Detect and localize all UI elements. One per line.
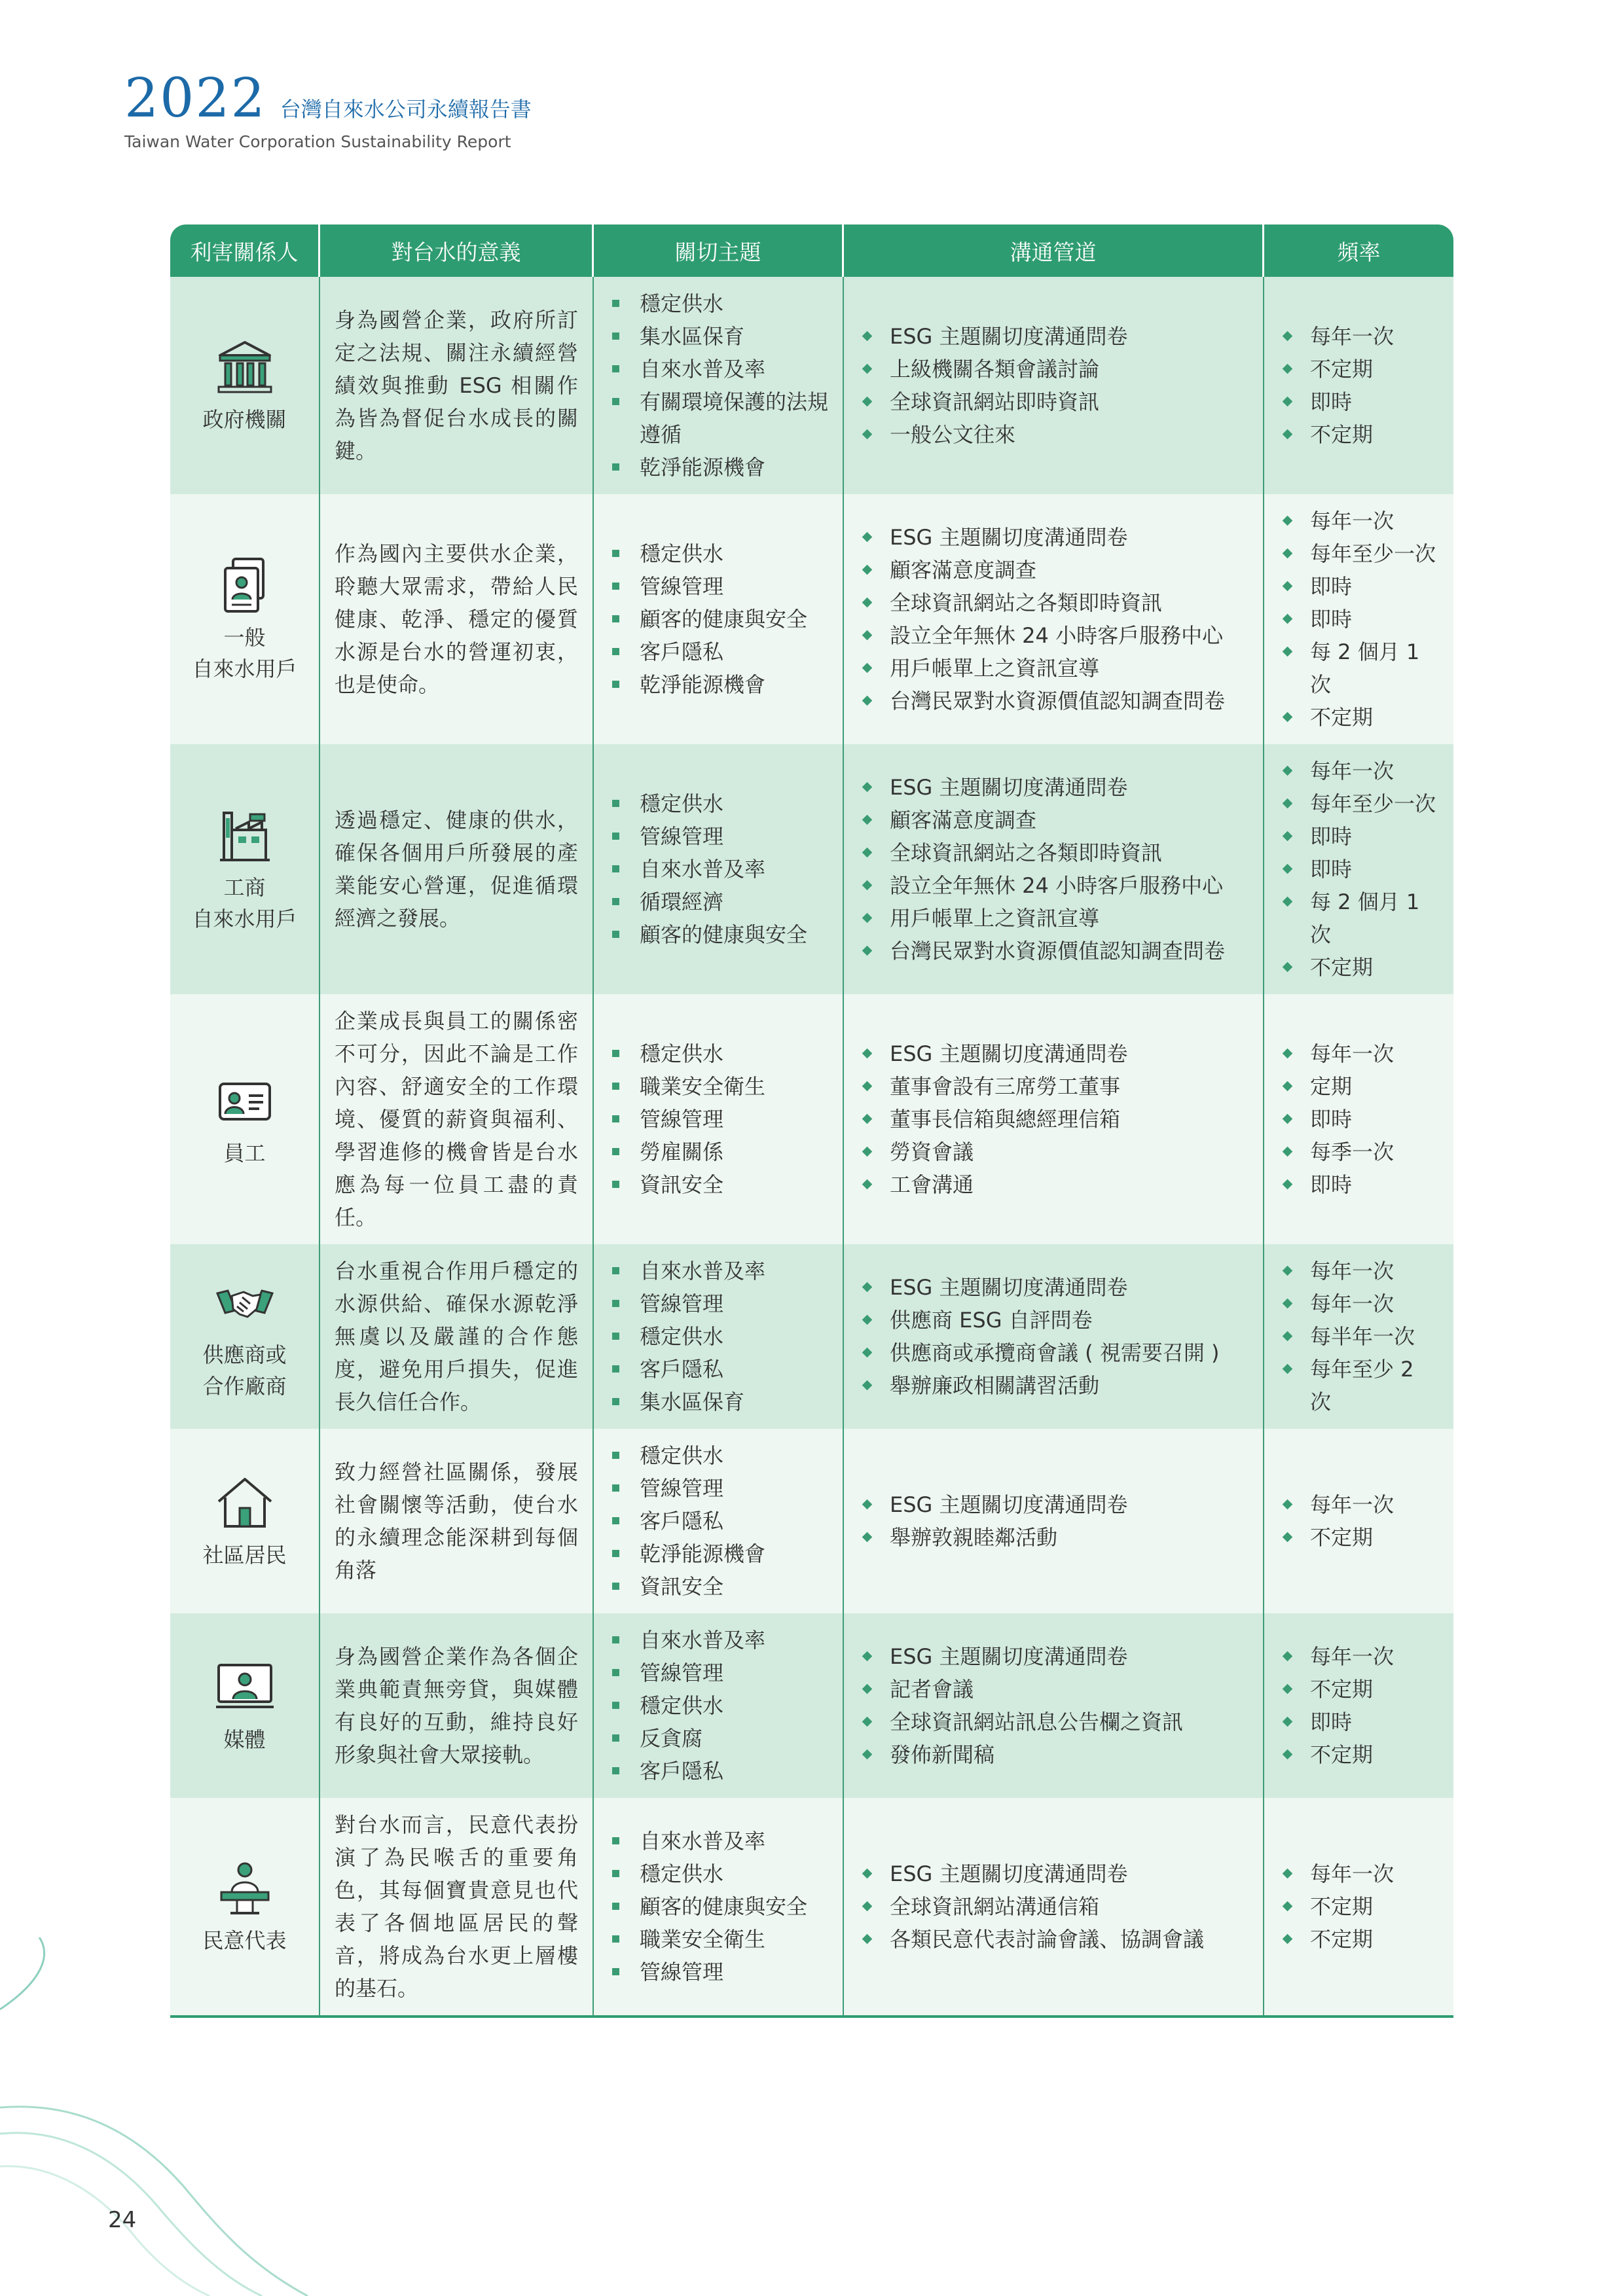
stakeholder-cell <box>170 1613 320 1798</box>
meaning-cell: 作為國內主要供水企業，聆聽大眾需求，帶給人民健康、乾淨、穩定的優質水源是台水的營運初衷，也是使命。 <box>320 494 594 744</box>
channel-item: ESG 主題關切度溝通問卷 <box>858 521 1249 554</box>
topic-item: 管線管理 <box>608 1956 828 1988</box>
decorative-wave-lines <box>0 1937 340 2296</box>
topic-item: 自來水普及率 <box>608 1255 828 1287</box>
header-stakeholder: 利害關係人 <box>170 224 320 277</box>
topics-cell <box>594 277 844 494</box>
topic-item: 循環經濟 <box>608 886 828 918</box>
topics-cell <box>594 1798 844 2018</box>
topic-item: 管線管理 <box>608 570 828 603</box>
meaning-cell: 身為國營企業作為各個企業典範責無旁貸，與媒體有良好的互動，維持良好形象與社會大眾接軌。 <box>320 1613 594 1798</box>
government-building-icon <box>213 336 276 399</box>
frequency-item: 每年一次 <box>1279 320 1439 353</box>
table-row <box>170 1798 1453 2018</box>
table-row <box>170 1429 1453 1613</box>
topic-item: 管線管理 <box>608 1472 828 1505</box>
channel-item: ESG 主題關切度溝通問卷 <box>858 1857 1249 1890</box>
stakeholder-name: 社區居民 <box>202 1543 287 1568</box>
channel-item: 記者會議 <box>858 1673 1249 1706</box>
topic-item: 有關環境保護的法規遵循 <box>608 386 828 451</box>
stakeholder-name: 工商 <box>223 875 266 900</box>
channel-item: 董事長信箱與總經理信箱 <box>858 1103 1249 1136</box>
meaning-cell: 致力經營社區關係，發展社會關懷等活動，使台水的永續理念能深耕到每個角落 <box>320 1429 594 1613</box>
stakeholder-cell <box>170 494 320 744</box>
page-number: 24 <box>108 2207 137 2233</box>
frequency-cell <box>1264 1798 1453 2018</box>
channel-item: 台灣民眾對水資源價值認知調查問卷 <box>858 935 1249 967</box>
frequency-item: 即時 <box>1279 1706 1439 1738</box>
frequency-item: 不定期 <box>1279 1738 1439 1771</box>
topics-cell <box>594 1613 844 1798</box>
stakeholder-name: 自來水用戶 <box>192 906 297 931</box>
stakeholder-name: 民意代表 <box>202 1928 287 1953</box>
frequency-cell <box>1264 1244 1453 1429</box>
topic-item: 乾淨能源機會 <box>608 668 828 701</box>
frequency-item: 每年一次 <box>1279 1640 1439 1673</box>
channel-item: 全球資訊網站訊息公告欄之資訊 <box>858 1706 1249 1738</box>
channel-item: 工會溝通 <box>858 1168 1249 1201</box>
channels-cell <box>844 494 1264 744</box>
topic-item: 顧客的健康與安全 <box>608 1890 828 1923</box>
channels-cell <box>844 1244 1264 1429</box>
channel-item: ESG 主題關切度溝通問卷 <box>858 1640 1249 1673</box>
channel-item: 董事會設有三席勞工董事 <box>858 1070 1249 1103</box>
topic-item: 自來水普及率 <box>608 1624 828 1657</box>
topic-item: 穩定供水 <box>608 1439 828 1472</box>
frequency-item: 每年至少一次 <box>1279 537 1439 570</box>
channel-item: ESG 主題關切度溝通問卷 <box>858 1488 1249 1521</box>
table-row <box>170 1613 1453 1798</box>
table-row <box>170 277 1453 494</box>
channel-item: 設立全年無休 24 小時客戶服務中心 <box>858 869 1249 902</box>
channel-item: ESG 主題關切度溝通問卷 <box>858 1037 1249 1070</box>
topic-item: 顧客的健康與安全 <box>608 603 828 636</box>
topic-item: 顧客的健康與安全 <box>608 918 828 951</box>
frequency-item: 每年一次 <box>1279 1037 1439 1070</box>
channel-item: 發佈新聞稿 <box>858 1738 1249 1771</box>
topic-item: 客戶隱私 <box>608 636 828 668</box>
frequency-item: 每 2 個月 1 次 <box>1279 636 1439 701</box>
stakeholder-cell <box>170 1429 320 1613</box>
frequency-item: 每年至少一次 <box>1279 787 1439 820</box>
channel-item: ESG 主題關切度溝通問卷 <box>858 771 1249 804</box>
topic-item: 職業安全衛生 <box>608 1070 828 1103</box>
topic-item: 反貪腐 <box>608 1722 828 1755</box>
header-topics: 關切主題 <box>594 224 844 277</box>
frequency-item: 每年一次 <box>1279 1287 1439 1320</box>
table-row <box>170 494 1453 744</box>
topic-item: 穩定供水 <box>608 1320 828 1353</box>
frequency-cell <box>1264 1613 1453 1798</box>
frequency-item: 每年一次 <box>1279 1488 1439 1521</box>
meaning-cell: 企業成長與員工的關係密不可分，因此不論是工作內容、舒適安全的工作環境、優質的薪資與福利、學習進修的機會皆是台水應為每一位員工盡的責任。 <box>320 994 594 1244</box>
topic-item: 穩定供水 <box>608 1689 828 1722</box>
frequency-item: 每年一次 <box>1279 505 1439 537</box>
channels-cell <box>844 277 1264 494</box>
channel-item: 供應商 ESG 自評問卷 <box>858 1304 1249 1336</box>
stakeholder-cell <box>170 277 320 494</box>
channel-item: 全球資訊網站之各類即時資訊 <box>858 836 1249 869</box>
topic-item: 穩定供水 <box>608 1857 828 1890</box>
frequency-cell <box>1264 744 1453 994</box>
channels-cell <box>844 1798 1264 2018</box>
frequency-cell <box>1264 494 1453 744</box>
frequency-cell <box>1264 277 1453 494</box>
household-user-document-icon <box>213 554 276 617</box>
employee-badge-icon <box>213 1069 276 1132</box>
frequency-item: 即時 <box>1279 603 1439 636</box>
frequency-item: 不定期 <box>1279 701 1439 734</box>
channels-cell <box>844 1613 1264 1798</box>
stakeholder-name: 政府機關 <box>202 407 287 432</box>
frequency-item: 即時 <box>1279 570 1439 603</box>
frequency-item: 每季一次 <box>1279 1136 1439 1168</box>
topics-cell <box>594 994 844 1244</box>
channel-item: 台灣民眾對水資源價值認知調查問卷 <box>858 685 1249 717</box>
topic-item: 職業安全衛生 <box>608 1923 828 1956</box>
frequency-item: 即時 <box>1279 1168 1439 1201</box>
topic-item: 自來水普及率 <box>608 853 828 886</box>
stakeholder-name: 供應商或 <box>202 1342 287 1367</box>
channel-item: 全球資訊網站即時資訊 <box>858 386 1249 418</box>
table-row <box>170 994 1453 1244</box>
report-header <box>124 67 532 151</box>
channel-item: 全球資訊網站溝通信箱 <box>858 1890 1249 1923</box>
channel-item: 上級機關各類會議討論 <box>858 353 1249 386</box>
frequency-item: 定期 <box>1279 1070 1439 1103</box>
meaning-cell: 身為國營企業，政府所訂定之法規、關注永續經營績效與推動 ESG 相關作為皆為督促台水成長的關鍵。 <box>320 277 594 494</box>
topic-item: 集水區保育 <box>608 1386 828 1418</box>
header-frequency: 頻率 <box>1264 224 1453 277</box>
stakeholder-name: 合作廠商 <box>202 1374 287 1399</box>
channels-cell <box>844 1429 1264 1613</box>
topic-item: 乾淨能源機會 <box>608 1537 828 1570</box>
topic-item: 勞雇關係 <box>608 1136 828 1168</box>
stakeholder-name: 媒體 <box>223 1727 266 1752</box>
channel-item: 設立全年無休 24 小時客戶服務中心 <box>858 619 1249 652</box>
topic-item: 集水區保育 <box>608 320 828 353</box>
table-row <box>170 1244 1453 1429</box>
channel-item: 全球資訊網站之各類即時資訊 <box>858 586 1249 619</box>
topic-item: 穩定供水 <box>608 1037 828 1070</box>
report-year: 2022 <box>124 67 266 130</box>
frequency-cell <box>1264 994 1453 1244</box>
frequency-item: 每年至少 2 次 <box>1279 1353 1439 1418</box>
topic-item: 資訊安全 <box>608 1570 828 1603</box>
channel-item: 顧客滿意度調查 <box>858 554 1249 586</box>
report-title-en: Taiwan Water Corporation Sustainability Report <box>124 132 511 151</box>
frequency-item: 每年一次 <box>1279 1857 1439 1890</box>
frequency-item: 不定期 <box>1279 1890 1439 1923</box>
channel-item: 勞資會議 <box>858 1136 1249 1168</box>
channel-item: ESG 主題關切度溝通問卷 <box>858 1271 1249 1304</box>
topics-cell <box>594 1244 844 1429</box>
frequency-item: 即時 <box>1279 820 1439 853</box>
frequency-item: 每半年一次 <box>1279 1320 1439 1353</box>
house-icon <box>213 1471 276 1534</box>
table-header-row <box>170 224 1453 277</box>
topic-item: 穩定供水 <box>608 787 828 820</box>
topics-cell <box>594 494 844 744</box>
meaning-cell: 對台水而言，民意代表扮演了為民喉舌的重要角色，其每個寶貴意見也代表了各個地區居民的聲音，將成為台水更上層樓的基石。 <box>320 1798 594 2018</box>
channel-item: 供應商或承攬商會議 ( 視需要召開 ) <box>858 1336 1249 1369</box>
media-monitor-icon <box>213 1656 276 1719</box>
channel-item: ESG 主題關切度溝通問卷 <box>858 320 1249 353</box>
meaning-cell: 透過穩定、健康的供水，確保各個用戶所發展的產業能安心營運，促進循環經濟之發展。 <box>320 744 594 994</box>
frequency-cell <box>1264 1429 1453 1613</box>
frequency-item: 不定期 <box>1279 418 1439 451</box>
topic-item: 管線管理 <box>608 1657 828 1689</box>
frequency-item: 每年一次 <box>1279 755 1439 787</box>
frequency-item: 即時 <box>1279 1103 1439 1136</box>
topic-item: 客戶隱私 <box>608 1353 828 1386</box>
stakeholder-cell <box>170 1244 320 1429</box>
topic-item: 管線管理 <box>608 1103 828 1136</box>
topic-item: 客戶隱私 <box>608 1505 828 1537</box>
channel-item: 顧客滿意度調查 <box>858 804 1249 836</box>
frequency-item: 即時 <box>1279 386 1439 418</box>
header-channels: 溝通管道 <box>844 224 1264 277</box>
topic-item: 自來水普及率 <box>608 353 828 386</box>
channel-item: 一般公文往來 <box>858 418 1249 451</box>
stakeholder-name: 員工 <box>223 1141 266 1166</box>
frequency-item: 每 2 個月 1 次 <box>1279 886 1439 951</box>
frequency-item: 不定期 <box>1279 1521 1439 1554</box>
frequency-item: 不定期 <box>1279 1673 1439 1706</box>
topic-item: 穩定供水 <box>608 537 828 570</box>
channel-item: 舉辦廉政相關講習活動 <box>858 1369 1249 1402</box>
frequency-item: 不定期 <box>1279 951 1439 984</box>
channels-cell <box>844 744 1264 994</box>
frequency-item: 不定期 <box>1279 1923 1439 1956</box>
channel-item: 各類民意代表討論會議、協調會議 <box>858 1923 1249 1956</box>
topic-item: 客戶隱私 <box>608 1755 828 1787</box>
topic-item: 資訊安全 <box>608 1168 828 1201</box>
topic-item: 管線管理 <box>608 820 828 853</box>
speaker-podium-icon <box>213 1857 276 1920</box>
stakeholder-cell <box>170 744 320 994</box>
channels-cell <box>844 994 1264 1244</box>
channel-item: 舉辦敦親睦鄰活動 <box>858 1521 1249 1554</box>
channel-item: 用戶帳單上之資訊宣導 <box>858 902 1249 935</box>
frequency-item: 每年一次 <box>1279 1255 1439 1287</box>
stakeholder-name: 自來水用戶 <box>192 656 297 681</box>
report-title-zh: 台灣自來水公司永續報告書 <box>280 97 532 122</box>
topic-item: 管線管理 <box>608 1287 828 1320</box>
header-meaning: 對台水的意義 <box>320 224 594 277</box>
stakeholder-table <box>170 224 1453 2018</box>
frequency-item: 不定期 <box>1279 353 1439 386</box>
topic-item: 乾淨能源機會 <box>608 451 828 484</box>
topic-item: 穩定供水 <box>608 287 828 320</box>
topics-cell <box>594 744 844 994</box>
channel-item: 用戶帳單上之資訊宣導 <box>858 652 1249 685</box>
factory-icon <box>213 804 276 867</box>
table-row <box>170 744 1453 994</box>
frequency-item: 即時 <box>1279 853 1439 886</box>
topic-item: 自來水普及率 <box>608 1825 828 1857</box>
topics-cell <box>594 1429 844 1613</box>
handshake-icon <box>213 1271 276 1334</box>
stakeholder-cell <box>170 994 320 1244</box>
stakeholder-name: 一般 <box>223 625 266 650</box>
meaning-cell: 台水重視合作用戶穩定的水源供給、確保水源乾淨無虞以及嚴謹的合作態度，避免用戶損失，促進長久信任合作。 <box>320 1244 594 1429</box>
